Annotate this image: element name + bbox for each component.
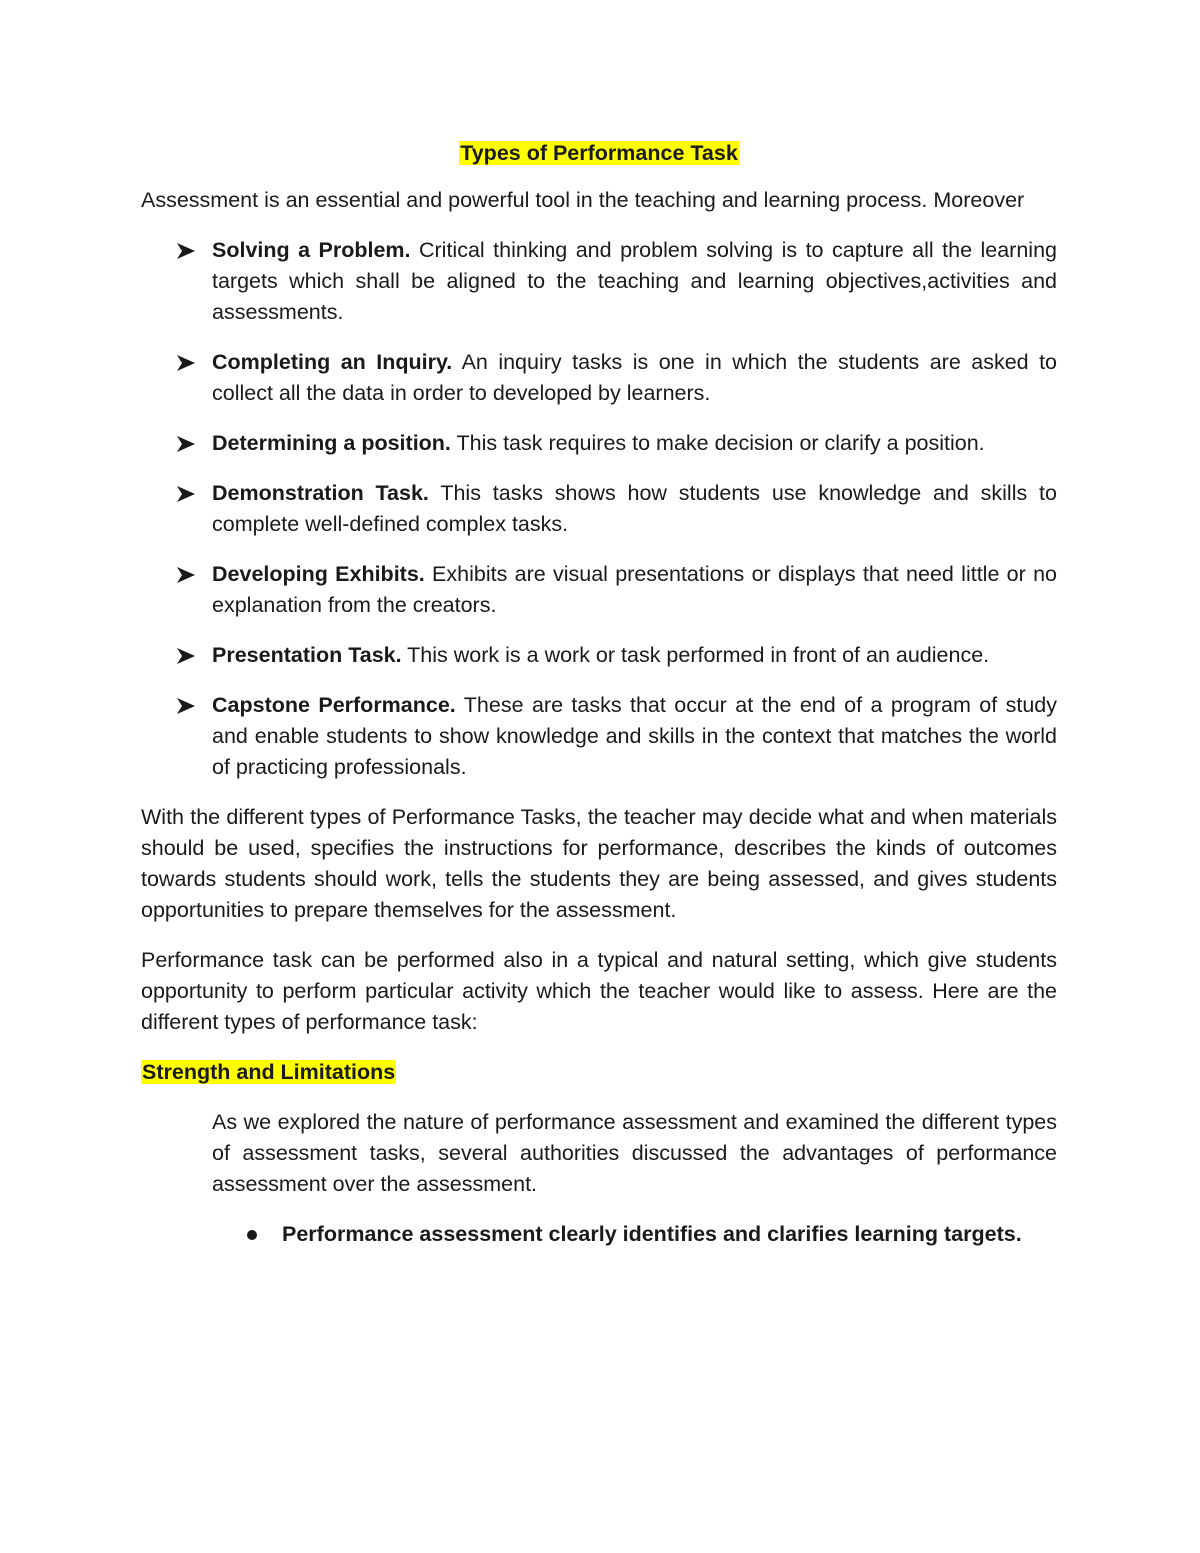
task-term: Determining a position. — [212, 431, 451, 455]
task-description: This task requires to make decision or clarify a position. — [450, 431, 985, 455]
title-block — [141, 138, 1057, 169]
document-title: Types of Performance Task — [460, 141, 738, 165]
section-intro: As we explored the nature of performance assessment and examined the different types of assessment tasks, several authorities discussed the advantages of performance assessment over the assessment. — [212, 1110, 1057, 1196]
list-item — [141, 478, 1057, 540]
task-description: This work is a work or task performed in front of an audience. — [401, 643, 990, 667]
arrow-bullet-icon — [175, 355, 195, 371]
list-item — [141, 559, 1057, 621]
arrow-bullet-icon — [175, 698, 195, 714]
section-heading: Strength and Limitations — [142, 1060, 396, 1084]
list-item — [141, 235, 1057, 328]
task-description: Critical thinking and problem solving is to capture all the learning targets which shall be aligned to the teaching and learning objectives,activities and assessments. — [212, 238, 1057, 324]
task-term: Demonstration Task. — [212, 481, 429, 505]
task-term: Presentation Task. — [212, 643, 402, 667]
arrow-bullet-icon — [175, 567, 195, 583]
body-paragraph: With the different types of Performance Tasks, the teacher may decide what and when materials should be used, specifies the instructions for performance, describes the kinds of outcomes towards students should work, tells the students they are being assessed, and gives students opportunities to prepare themselves for the assessment. — [141, 805, 1057, 922]
task-description: An inquiry tasks is one in which the students are asked to collect all the data in order to developed by learners. — [212, 350, 1058, 405]
list-item — [141, 1219, 1057, 1250]
document-body — [141, 138, 1057, 1250]
task-term: Developing Exhibits. — [212, 562, 425, 586]
arrow-bullet-icon — [175, 243, 195, 259]
bullet-dot-icon — [247, 1230, 257, 1240]
list-item — [141, 428, 1057, 459]
task-description: These are tasks that occur at the end of a program of study and enable students to show knowledge and skills in the context that matches the world of practicing professionals. — [212, 693, 1057, 779]
intro-paragraph: Assessment is an essential and powerful tool in the teaching and learning process. Moreover — [141, 188, 1025, 212]
arrow-bullet-icon — [175, 648, 195, 664]
task-term: Capstone Performance. — [212, 693, 456, 717]
task-term: Completing an Inquiry. — [212, 350, 453, 374]
strengths-list — [141, 1219, 1057, 1250]
arrow-bullet-icon — [175, 436, 195, 452]
task-term: Solving a Problem. — [212, 238, 411, 262]
task-description: Exhibits are visual presentations or displays that need little or no explanation from the creators. — [212, 562, 1057, 617]
list-item — [141, 690, 1057, 783]
task-types-list — [141, 235, 1057, 783]
section-heading-block — [141, 1057, 1057, 1088]
strength-text: Performance assessment clearly identifies and clarifies learning targets. — [282, 1222, 1022, 1246]
list-item — [141, 347, 1057, 409]
body-paragraph: Performance task can be performed also in a typical and natural setting, which give students opportunity to perform particular activity which the teacher would like to assess. Here are the different types of performance task: — [141, 948, 1057, 1034]
task-description: This tasks shows how students use knowledge and skills to complete well-defined complex tasks. — [212, 481, 1057, 536]
list-item — [141, 640, 1057, 671]
arrow-bullet-icon — [175, 486, 195, 502]
